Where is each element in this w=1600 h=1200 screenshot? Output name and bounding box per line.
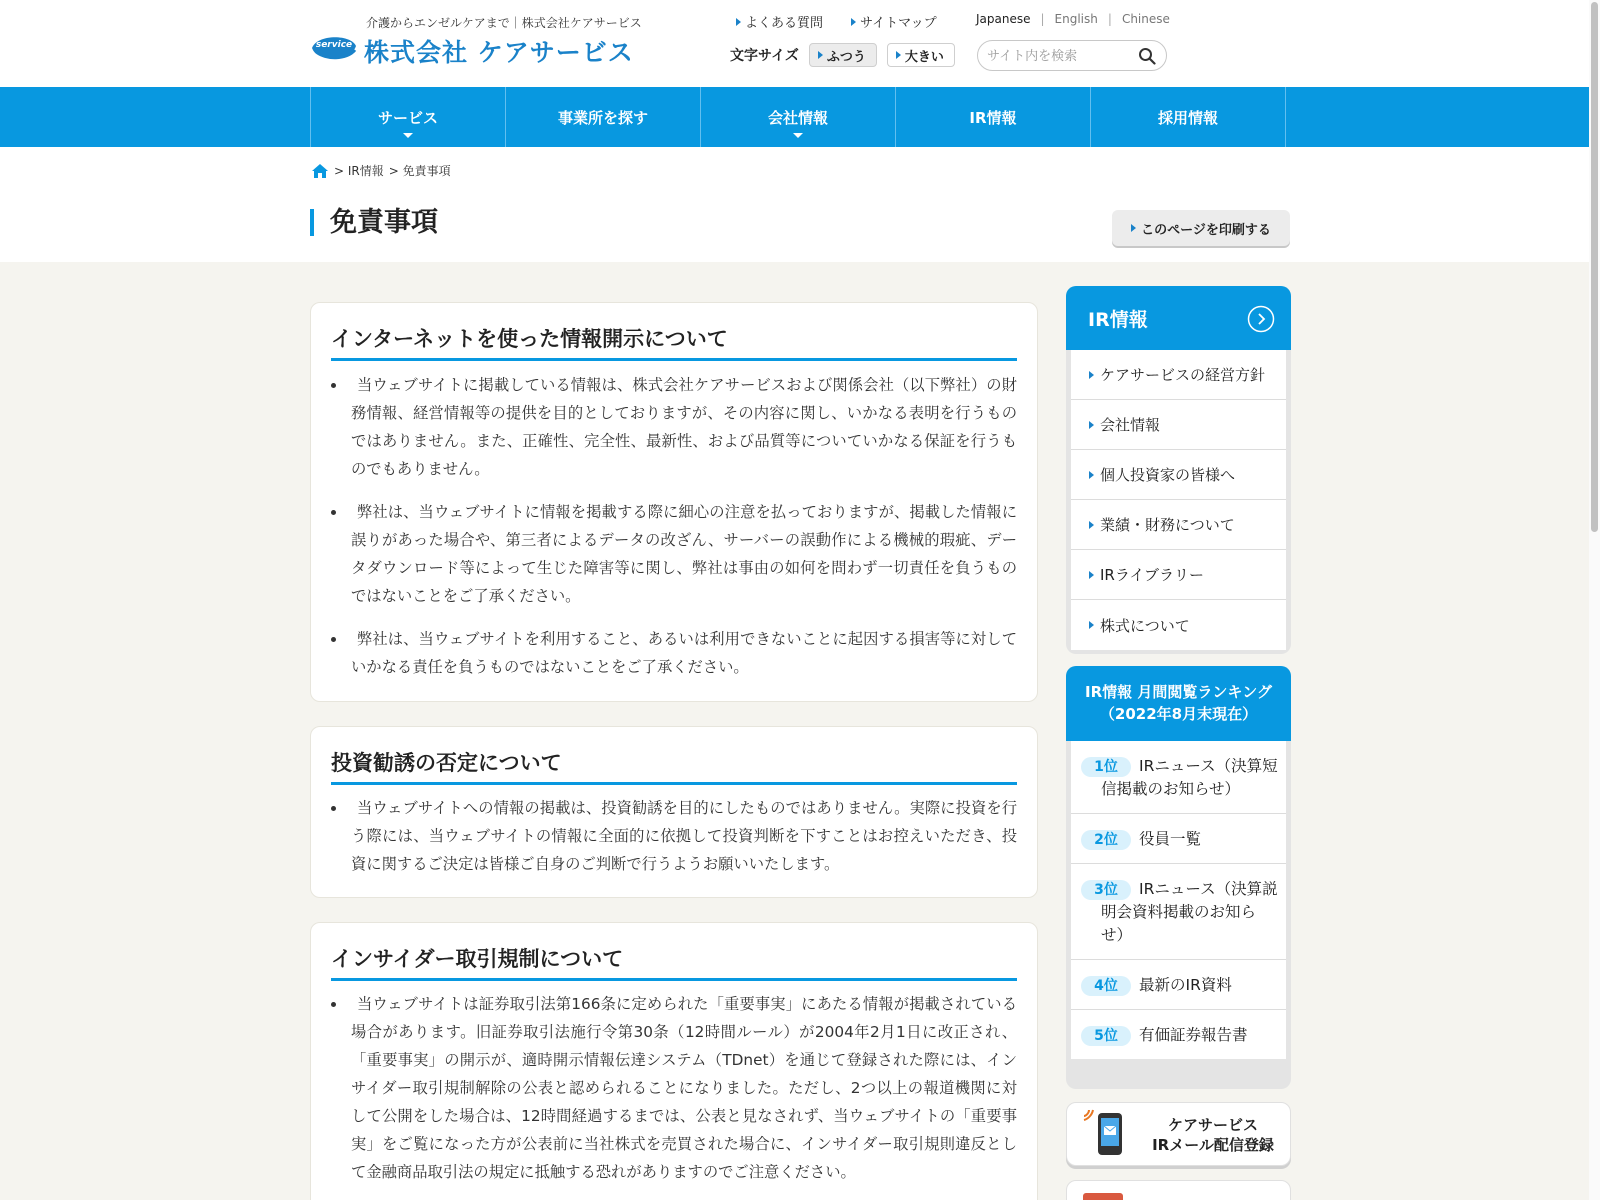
caret-down-icon <box>793 133 803 138</box>
ranking-item-title: IRニュース（決算説明会資料掲載のお知らせ） <box>1101 880 1278 944</box>
nav-item-ir[interactable] <box>896 87 1091 147</box>
breadcrumb <box>311 162 451 179</box>
arrow-right-icon <box>1089 621 1094 629</box>
arrow-right-icon <box>1089 421 1094 429</box>
arrow-right-icon <box>818 51 823 59</box>
ir-mail-registration-banner[interactable] <box>1066 1102 1291 1166</box>
ranking-item-title: 最新のIR資料 <box>1139 976 1232 994</box>
lang-divider: | <box>1107 12 1112 26</box>
section-list <box>347 990 1017 1186</box>
site-search <box>977 40 1167 71</box>
chevron-right-circle-icon <box>1247 305 1275 333</box>
title-band <box>0 147 1600 262</box>
sidebar-item-financials[interactable] <box>1071 500 1286 550</box>
sidebar-ranking <box>1066 666 1291 1089</box>
font-size-normal-label: ふつう <box>826 49 866 65</box>
sidebar-item-label: 業績・財務について <box>1100 516 1235 534</box>
logo-tagline: 介護からエンゼルケアまで｜株式会社ケアサービス <box>366 16 642 30</box>
list-item: • 弊社は、当ウェブサイトに情報を掲載する際に細心の注意を払っておりますが、掲載した情報に誤りがあった場合や、第三者によるデータの改ざん、サーバーの誤動作による機械的瑕疵、データダウンロード等によって生じた障害等に関し、弊社は事由の如何を問わず一切責任を負うものではないことをご了承ください。 <box>347 498 1017 610</box>
search-icon[interactable] <box>1138 47 1156 65</box>
nav-item-find-office[interactable] <box>506 87 701 147</box>
section-list <box>347 371 1017 681</box>
nav-item-label: IR情報 <box>969 108 1017 127</box>
ir-calendar-banner[interactable] <box>1066 1180 1291 1200</box>
font-size-label: 文字サイズ <box>730 48 799 64</box>
print-button-label: このページを印刷する <box>1141 222 1271 238</box>
lang-chinese[interactable]: Chinese <box>1121 12 1170 26</box>
sidebar-ir-menu <box>1066 286 1291 654</box>
section-heading: インサイダー取引規制について <box>331 943 1017 981</box>
home-icon[interactable] <box>311 163 329 179</box>
smartphone-icon <box>1097 1112 1123 1156</box>
font-size-large-button[interactable] <box>887 43 955 67</box>
list-item: • 当ウェブサイトは証券取引法第166条に定められた「重要事実」にあたる情報が掲載されている場合があります。旧証券取引法施行令第30条（12時間ルール）が2004年2月1日に改正され、「重要事実」の開示が、適時開示情報伝達システム（TDnet）を通じて登録された際には、インサイダー取引規制解除の公表と認められることになりました。ただし、2つ以上の報道機関に対して公開をした場合は、12時間経過するまでは、公表と見なされず、当ウェブサイトの「重要事実」をご覧になった方が公表前に当社株式を売買された場合に、インサイダー取引規則違反として金融商品取引法の規定に抵触する恐れがありますのでご注意ください。 <box>347 990 1017 1186</box>
nav-item-recruit[interactable] <box>1091 87 1286 147</box>
logo-badge-icon[interactable] <box>309 30 359 62</box>
ranking-header <box>1066 666 1291 741</box>
sidebar-item-label: ケアサービスの経営方針 <box>1100 366 1266 384</box>
rank-badge: 1位 <box>1081 757 1131 777</box>
faq-link-label: よくある質問 <box>745 16 824 31</box>
ranking-item[interactable] <box>1071 741 1286 814</box>
ranking-item-title: IRニュース（決算短信掲載のお知らせ） <box>1101 757 1278 798</box>
font-size-switcher <box>730 43 955 67</box>
faq-link[interactable] <box>736 12 823 31</box>
site-header <box>0 0 1600 87</box>
rank-badge: 5位 <box>1081 1026 1131 1046</box>
ranking-item[interactable] <box>1071 864 1286 960</box>
nav-item-label: 採用情報 <box>1157 108 1218 127</box>
ranking-item-title: 有価証券報告書 <box>1139 1026 1248 1044</box>
ranking-item[interactable] <box>1071 960 1286 1010</box>
sidebar-item-policy[interactable] <box>1071 350 1286 400</box>
mail-banner-line2: IRメール配信登録 <box>1152 1136 1274 1154</box>
arrow-right-icon <box>851 18 856 26</box>
rank-badge: 2位 <box>1081 830 1131 850</box>
arrow-right-icon <box>1089 471 1094 479</box>
sidebar-ir-title: IR情報 <box>1088 308 1148 331</box>
calendar-icon <box>1083 1193 1123 1200</box>
section-heading: インターネットを使った情報開示について <box>331 323 1017 361</box>
page-scrollbar[interactable] <box>1589 0 1600 1200</box>
font-size-normal-button[interactable] <box>809 43 877 67</box>
ranking-list <box>1071 741 1286 1059</box>
sitemap-link[interactable] <box>851 12 937 31</box>
lang-english[interactable]: English <box>1054 12 1098 26</box>
section-no-solicitation <box>310 726 1038 898</box>
language-switcher <box>976 12 1170 26</box>
section-heading: 投資勧誘の否定について <box>331 747 1017 785</box>
signal-icon <box>1081 1107 1097 1123</box>
top-links <box>736 12 937 31</box>
nav-item-company[interactable] <box>701 87 896 147</box>
arrow-right-icon <box>1131 224 1136 232</box>
ranking-date: （2022年8月末現在） <box>1099 705 1258 723</box>
sidebar-item-ir-library[interactable] <box>1071 550 1286 600</box>
sidebar-item-company[interactable] <box>1071 400 1286 450</box>
sidebar-item-label: 個人投資家の皆様へ <box>1100 466 1236 484</box>
sidebar-ir-list <box>1071 350 1286 650</box>
arrow-right-icon <box>736 18 741 26</box>
arrow-right-icon <box>1089 521 1094 529</box>
global-nav <box>0 87 1600 147</box>
page-title: 免責事項 <box>310 209 438 236</box>
sidebar-item-stock[interactable] <box>1071 600 1286 650</box>
nav-item-label: 会社情報 <box>767 108 828 127</box>
sidebar-item-label: 会社情報 <box>1100 416 1161 434</box>
rank-badge: 4位 <box>1081 976 1131 996</box>
search-input[interactable] <box>987 46 1137 66</box>
logo-name[interactable]: 株式会社 ケアサービス <box>364 38 634 67</box>
breadcrumb-ir[interactable]: > IR情報 <box>334 164 384 178</box>
arrow-right-icon <box>1089 571 1094 579</box>
section-list <box>347 794 1017 878</box>
sidebar-item-individual-investors[interactable] <box>1071 450 1286 500</box>
sidebar-ir-header[interactable] <box>1066 286 1291 350</box>
rank-badge: 3位 <box>1081 880 1131 900</box>
nav-item-label: 事業所を探す <box>557 108 648 127</box>
sidebar-item-label: IRライブラリー <box>1100 566 1204 584</box>
font-size-large-label: 大きい <box>904 49 944 65</box>
list-item: • 当ウェブサイトへの情報の掲載は、投資勧誘を目的にしたものではありません。実際に投資を行う際には、当ウェブサイトの情報に全面的に依拠して投資判断を下すことはお控えいただき、投資に関するご決定は皆様ご自身のご判断で行うようお願いいたします。 <box>347 794 1017 878</box>
ranking-item[interactable] <box>1071 814 1286 864</box>
ranking-item-title: 役員一覧 <box>1139 830 1202 848</box>
sidebar-item-label: 株式について <box>1100 616 1190 635</box>
nav-item-label: サービス <box>377 108 438 127</box>
lang-divider: | <box>1040 12 1045 26</box>
print-button[interactable] <box>1112 210 1290 246</box>
lang-japanese[interactable]: Japanese <box>976 12 1031 26</box>
arrow-right-icon <box>896 51 901 59</box>
ranking-item[interactable] <box>1071 1010 1286 1059</box>
section-insider-trading <box>310 922 1038 1200</box>
breadcrumb-current: > 免責事項 <box>388 164 451 178</box>
list-item: • 当ウェブサイトに掲載している情報は、株式会社ケアサービスおよび関係会社（以下弊社）の財務情報、経営情報等の提供を目的としておりますが、その内容に関し、いかなる表明を行うものではありません。また、正確性、完全性、最新性、および品質等についていかなる保証を行うものでもありません。 <box>347 371 1017 483</box>
mail-banner-text <box>1143 1115 1283 1155</box>
sitemap-link-label: サイトマップ <box>860 16 937 31</box>
section-internet-disclosure <box>310 302 1038 702</box>
caret-down-icon <box>403 133 413 138</box>
scrollbar-thumb[interactable] <box>1591 2 1598 532</box>
nav-item-services[interactable] <box>311 87 506 147</box>
mail-banner-line1: ケアサービス <box>1167 1116 1258 1134</box>
ranking-title: IR情報 月間閲覧ランキング <box>1085 683 1272 701</box>
arrow-right-icon <box>1089 371 1094 379</box>
list-item: • 弊社は、当ウェブサイトを利用すること、あるいは利用できないことに起因する損害等に対していかなる責任を負うものではないことをご了承ください。 <box>347 625 1017 681</box>
logo-badge-text: service <box>315 40 353 50</box>
